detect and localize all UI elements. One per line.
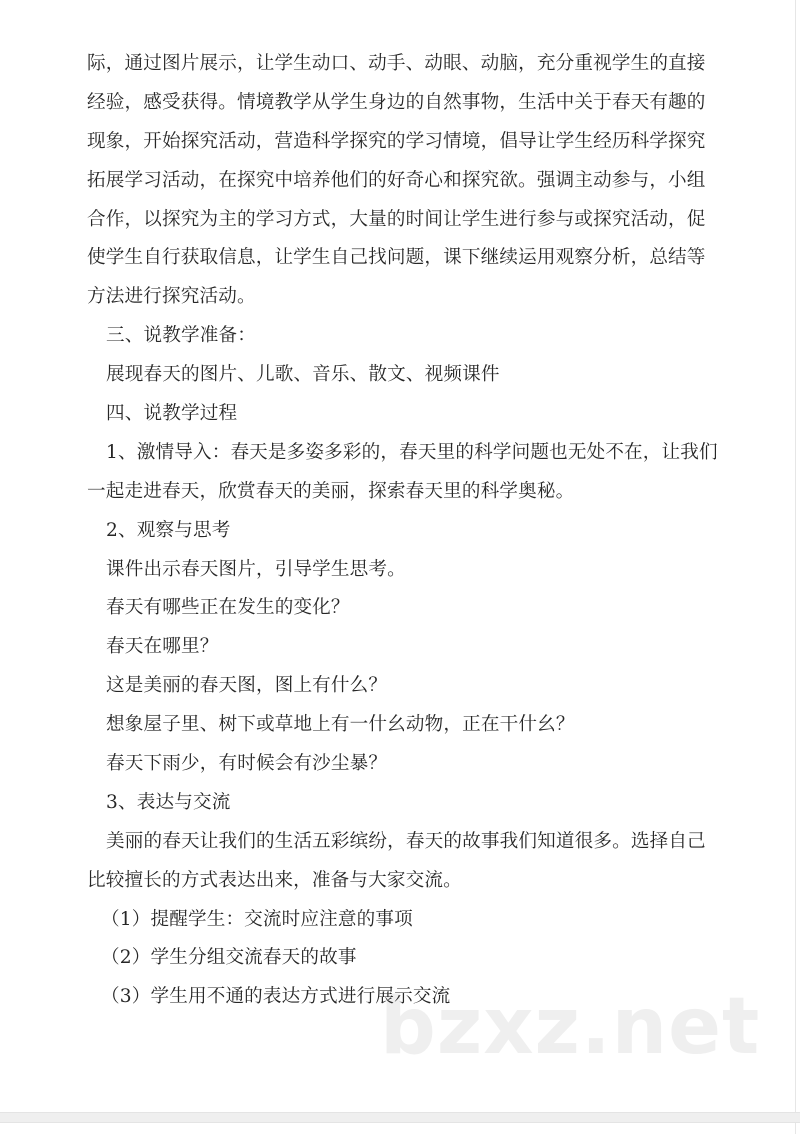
next-page-top <box>0 1123 796 1134</box>
list-item: （1）提醒学生：交流时应注意的事项 <box>101 908 413 930</box>
paragraph-line: 合作，以探究为主的学习方式，大量的时间让学生进行参与或探究活动，促 <box>87 208 706 230</box>
page-separator <box>0 1112 800 1123</box>
paragraph-line: 方法进行探究活动。 <box>87 286 256 308</box>
list-item: （2）学生分组交流春天的故事 <box>101 947 357 969</box>
page-content <box>87 51 718 1023</box>
paragraph-line: 一起走进春天，欣赏春天的美丽，探索春天里的科学奥秘。 <box>87 480 575 502</box>
question-line: 这是美丽的春天图，图上有什么？ <box>106 675 388 697</box>
step-heading: 1、激情导入：春天是多姿多彩的，春天里的科学问题也无处不在，让我们 <box>106 441 718 463</box>
paragraph-line: 展现春天的图片、儿歌、音乐、散文、视频课件 <box>106 364 500 386</box>
paragraph-line: 比较擅长的方式表达出来，准备与大家交流。 <box>87 869 462 891</box>
paragraph-line: 拓展学习活动，在探究中培养他们的好奇心和探究欲。强调主动参与，小组 <box>87 169 706 191</box>
list-item: （3）学生用不通的表达方式进行展示交流 <box>101 986 451 1008</box>
question-line: 想象屋子里、树下或草地上有一什幺动物，正在干什幺？ <box>106 714 575 736</box>
section-heading: 四、说教学过程 <box>106 403 238 425</box>
step-heading: 2、观察与思考 <box>106 519 231 541</box>
paragraph-line: 使学生自行获取信息，让学生自己找问题，课下继续运用观察分析，总结等 <box>87 247 706 269</box>
paragraph-line: 际，通过图片展示，让学生动口、动手、动眼、动脑，充分重视学生的直接 <box>87 53 706 74</box>
paragraph-line: 美丽的春天让我们的生活五彩缤纷，春天的故事我们知道很多。选择自己 <box>106 830 706 852</box>
question-line: 春天在哪里？ <box>106 636 219 658</box>
watermark: bzxz.net <box>380 982 761 1072</box>
question-line: 春天下雨少，有时候会有沙尘暴？ <box>106 753 388 775</box>
paragraph-line: 课件出示春天图片，引导学生思考。 <box>106 558 406 580</box>
section-heading: 三、说教学准备： <box>106 325 256 347</box>
paragraph-line: 现象，开始探究活动，营造科学探究的学习情境，倡导让学生经历科学探究 <box>87 130 706 152</box>
paragraph-line: 经验，感受获得。情境教学从学生身边的自然事物，生活中关于春天有趣的 <box>87 91 706 113</box>
question-line: 春天有哪些正在发生的变化？ <box>106 597 350 619</box>
step-heading: 3、表达与交流 <box>106 791 231 813</box>
